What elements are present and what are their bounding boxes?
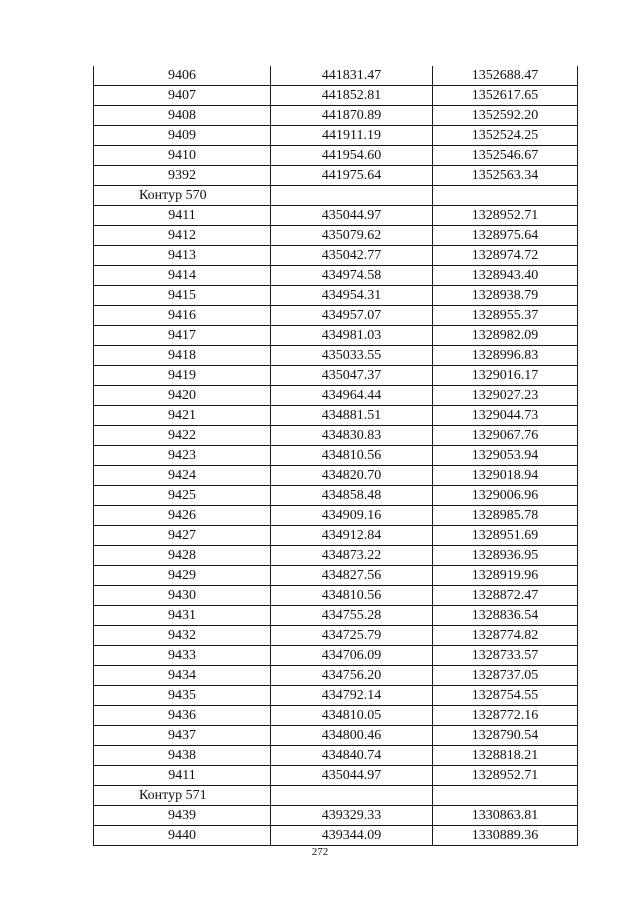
point-number-cell: 9436 xyxy=(94,706,271,726)
table-row xyxy=(94,66,578,86)
y-coordinate-cell: 1328951.69 xyxy=(433,526,578,546)
x-coordinate-cell: 434974.58 xyxy=(271,266,433,286)
table-row xyxy=(94,506,578,526)
table-row xyxy=(94,166,578,186)
table-row xyxy=(94,386,578,406)
table-row xyxy=(94,626,578,646)
x-coordinate-cell: 435033.55 xyxy=(271,346,433,366)
y-coordinate-cell: 1328952.71 xyxy=(433,206,578,226)
table-row xyxy=(94,606,578,626)
y-coordinate-cell: 1328836.54 xyxy=(433,606,578,626)
y-coordinate-cell: 1329006.96 xyxy=(433,486,578,506)
y-coordinate-cell: 1329053.94 xyxy=(433,446,578,466)
x-coordinate-cell: 434810.56 xyxy=(271,586,433,606)
point-number-cell: 9419 xyxy=(94,366,271,386)
y-coordinate-cell: 1352592.20 xyxy=(433,106,578,126)
x-coordinate-cell: 434820.70 xyxy=(271,466,433,486)
x-coordinate-cell: 434912.84 xyxy=(271,526,433,546)
contour-label: Контур 571 xyxy=(94,786,271,806)
y-coordinate-cell: 1328774.82 xyxy=(433,626,578,646)
x-coordinate-cell: 434827.56 xyxy=(271,566,433,586)
table-row xyxy=(94,746,578,766)
x-coordinate-cell: 434954.31 xyxy=(271,286,433,306)
y-coordinate-cell: 1328919.96 xyxy=(433,566,578,586)
table-row xyxy=(94,286,578,306)
point-number-cell: 9429 xyxy=(94,566,271,586)
table-row xyxy=(94,826,578,846)
point-number-cell: 9428 xyxy=(94,546,271,566)
y-coordinate-cell: 1329016.17 xyxy=(433,366,578,386)
empty-y-cell xyxy=(433,786,578,806)
empty-y-cell xyxy=(433,186,578,206)
x-coordinate-cell: 435079.62 xyxy=(271,226,433,246)
y-coordinate-cell: 1328737.05 xyxy=(433,666,578,686)
point-number-cell: 9418 xyxy=(94,346,271,366)
table-row xyxy=(94,526,578,546)
point-number-cell: 9425 xyxy=(94,486,271,506)
x-coordinate-cell: 434800.46 xyxy=(271,726,433,746)
point-number-cell: 9415 xyxy=(94,286,271,306)
point-number-cell: 9433 xyxy=(94,646,271,666)
point-number-cell: 9411 xyxy=(94,766,271,786)
table-row xyxy=(94,486,578,506)
point-number-cell: 9409 xyxy=(94,126,271,146)
point-number-cell: 9416 xyxy=(94,306,271,326)
y-coordinate-cell: 1328955.37 xyxy=(433,306,578,326)
point-number-cell: 9406 xyxy=(94,66,271,86)
point-number-cell: 9423 xyxy=(94,446,271,466)
x-coordinate-cell: 434964.44 xyxy=(271,386,433,406)
point-number-cell: 9412 xyxy=(94,226,271,246)
y-coordinate-cell: 1328936.95 xyxy=(433,546,578,566)
x-coordinate-cell: 439329.33 xyxy=(271,806,433,826)
x-coordinate-cell: 434792.14 xyxy=(271,686,433,706)
table-row xyxy=(94,586,578,606)
table-row xyxy=(94,106,578,126)
x-coordinate-cell: 434909.16 xyxy=(271,506,433,526)
y-coordinate-cell: 1330889.36 xyxy=(433,826,578,846)
x-coordinate-cell: 435042.77 xyxy=(271,246,433,266)
y-coordinate-cell: 1329018.94 xyxy=(433,466,578,486)
y-coordinate-cell: 1328733.57 xyxy=(433,646,578,666)
table-row xyxy=(94,466,578,486)
table-row xyxy=(94,86,578,106)
table-row xyxy=(94,206,578,226)
table-row xyxy=(94,306,578,326)
y-coordinate-cell: 1328938.79 xyxy=(433,286,578,306)
point-number-cell: 9392 xyxy=(94,166,271,186)
point-number-cell: 9440 xyxy=(94,826,271,846)
point-number-cell: 9424 xyxy=(94,466,271,486)
point-number-cell: 9411 xyxy=(94,206,271,226)
point-number-cell: 9432 xyxy=(94,626,271,646)
table-row xyxy=(94,126,578,146)
x-coordinate-cell: 434840.74 xyxy=(271,746,433,766)
y-coordinate-cell: 1329044.73 xyxy=(433,406,578,426)
x-coordinate-cell: 441831.47 xyxy=(271,66,433,86)
y-coordinate-cell: 1330863.81 xyxy=(433,806,578,826)
coordinate-table xyxy=(93,66,578,846)
coordinate-table-body xyxy=(94,66,578,846)
table-row xyxy=(94,346,578,366)
table-row xyxy=(94,246,578,266)
y-coordinate-cell: 1328772.16 xyxy=(433,706,578,726)
table-row xyxy=(94,646,578,666)
point-number-cell: 9427 xyxy=(94,526,271,546)
x-coordinate-cell: 441911.19 xyxy=(271,126,433,146)
x-coordinate-cell: 441870.89 xyxy=(271,106,433,126)
x-coordinate-cell: 434756.20 xyxy=(271,666,433,686)
table-row xyxy=(94,766,578,786)
table-row xyxy=(94,566,578,586)
x-coordinate-cell: 434830.83 xyxy=(271,426,433,446)
point-number-cell: 9439 xyxy=(94,806,271,826)
table-row xyxy=(94,706,578,726)
point-number-cell: 9435 xyxy=(94,686,271,706)
table-row xyxy=(94,666,578,686)
x-coordinate-cell: 434810.56 xyxy=(271,446,433,466)
x-coordinate-cell: 435044.97 xyxy=(271,766,433,786)
table-row xyxy=(94,726,578,746)
table-row xyxy=(94,146,578,166)
point-number-cell: 9438 xyxy=(94,746,271,766)
table-row xyxy=(94,686,578,706)
table-row xyxy=(94,226,578,246)
x-coordinate-cell: 434810.05 xyxy=(271,706,433,726)
y-coordinate-cell: 1328975.64 xyxy=(433,226,578,246)
y-coordinate-cell: 1328872.47 xyxy=(433,586,578,606)
y-coordinate-cell: 1352688.47 xyxy=(433,66,578,86)
coordinate-table-container xyxy=(93,66,577,846)
x-coordinate-cell: 434725.79 xyxy=(271,626,433,646)
page-number: 272 xyxy=(311,846,329,858)
y-coordinate-cell: 1328790.54 xyxy=(433,726,578,746)
point-number-cell: 9410 xyxy=(94,146,271,166)
x-coordinate-cell: 434755.28 xyxy=(271,606,433,626)
table-row xyxy=(94,546,578,566)
x-coordinate-cell: 434706.09 xyxy=(271,646,433,666)
point-number-cell: 9407 xyxy=(94,86,271,106)
y-coordinate-cell: 1328974.72 xyxy=(433,246,578,266)
point-number-cell: 9420 xyxy=(94,386,271,406)
y-coordinate-cell: 1329067.76 xyxy=(433,426,578,446)
y-coordinate-cell: 1352524.25 xyxy=(433,126,578,146)
x-coordinate-cell: 435044.97 xyxy=(271,206,433,226)
y-coordinate-cell: 1352563.34 xyxy=(433,166,578,186)
table-row xyxy=(94,366,578,386)
x-coordinate-cell: 441852.81 xyxy=(271,86,433,106)
point-number-cell: 9421 xyxy=(94,406,271,426)
y-coordinate-cell: 1328996.83 xyxy=(433,346,578,366)
table-row xyxy=(94,426,578,446)
empty-x-cell xyxy=(271,186,433,206)
point-number-cell: 9422 xyxy=(94,426,271,446)
x-coordinate-cell: 434981.03 xyxy=(271,326,433,346)
y-coordinate-cell: 1328985.78 xyxy=(433,506,578,526)
x-coordinate-cell: 435047.37 xyxy=(271,366,433,386)
empty-x-cell xyxy=(271,786,433,806)
point-number-cell: 9414 xyxy=(94,266,271,286)
y-coordinate-cell: 1328982.09 xyxy=(433,326,578,346)
y-coordinate-cell: 1328818.21 xyxy=(433,746,578,766)
contour-label: Контур 570 xyxy=(94,186,271,206)
y-coordinate-cell: 1352546.67 xyxy=(433,146,578,166)
x-coordinate-cell: 441954.60 xyxy=(271,146,433,166)
table-row xyxy=(94,406,578,426)
x-coordinate-cell: 434957.07 xyxy=(271,306,433,326)
point-number-cell: 9434 xyxy=(94,666,271,686)
y-coordinate-cell: 1328952.71 xyxy=(433,766,578,786)
x-coordinate-cell: 434873.22 xyxy=(271,546,433,566)
point-number-cell: 9413 xyxy=(94,246,271,266)
y-coordinate-cell: 1329027.23 xyxy=(433,386,578,406)
point-number-cell: 9430 xyxy=(94,586,271,606)
point-number-cell: 9408 xyxy=(94,106,271,126)
x-coordinate-cell: 439344.09 xyxy=(271,826,433,846)
y-coordinate-cell: 1352617.65 xyxy=(433,86,578,106)
x-coordinate-cell: 434858.48 xyxy=(271,486,433,506)
table-row xyxy=(94,326,578,346)
table-row xyxy=(94,446,578,466)
point-number-cell: 9437 xyxy=(94,726,271,746)
point-number-cell: 9426 xyxy=(94,506,271,526)
point-number-cell: 9431 xyxy=(94,606,271,626)
table-row xyxy=(94,806,578,826)
contour-header-row xyxy=(94,186,578,206)
x-coordinate-cell: 441975.64 xyxy=(271,166,433,186)
y-coordinate-cell: 1328943.40 xyxy=(433,266,578,286)
contour-header-row xyxy=(94,786,578,806)
point-number-cell: 9417 xyxy=(94,326,271,346)
table-row xyxy=(94,266,578,286)
x-coordinate-cell: 434881.51 xyxy=(271,406,433,426)
y-coordinate-cell: 1328754.55 xyxy=(433,686,578,706)
